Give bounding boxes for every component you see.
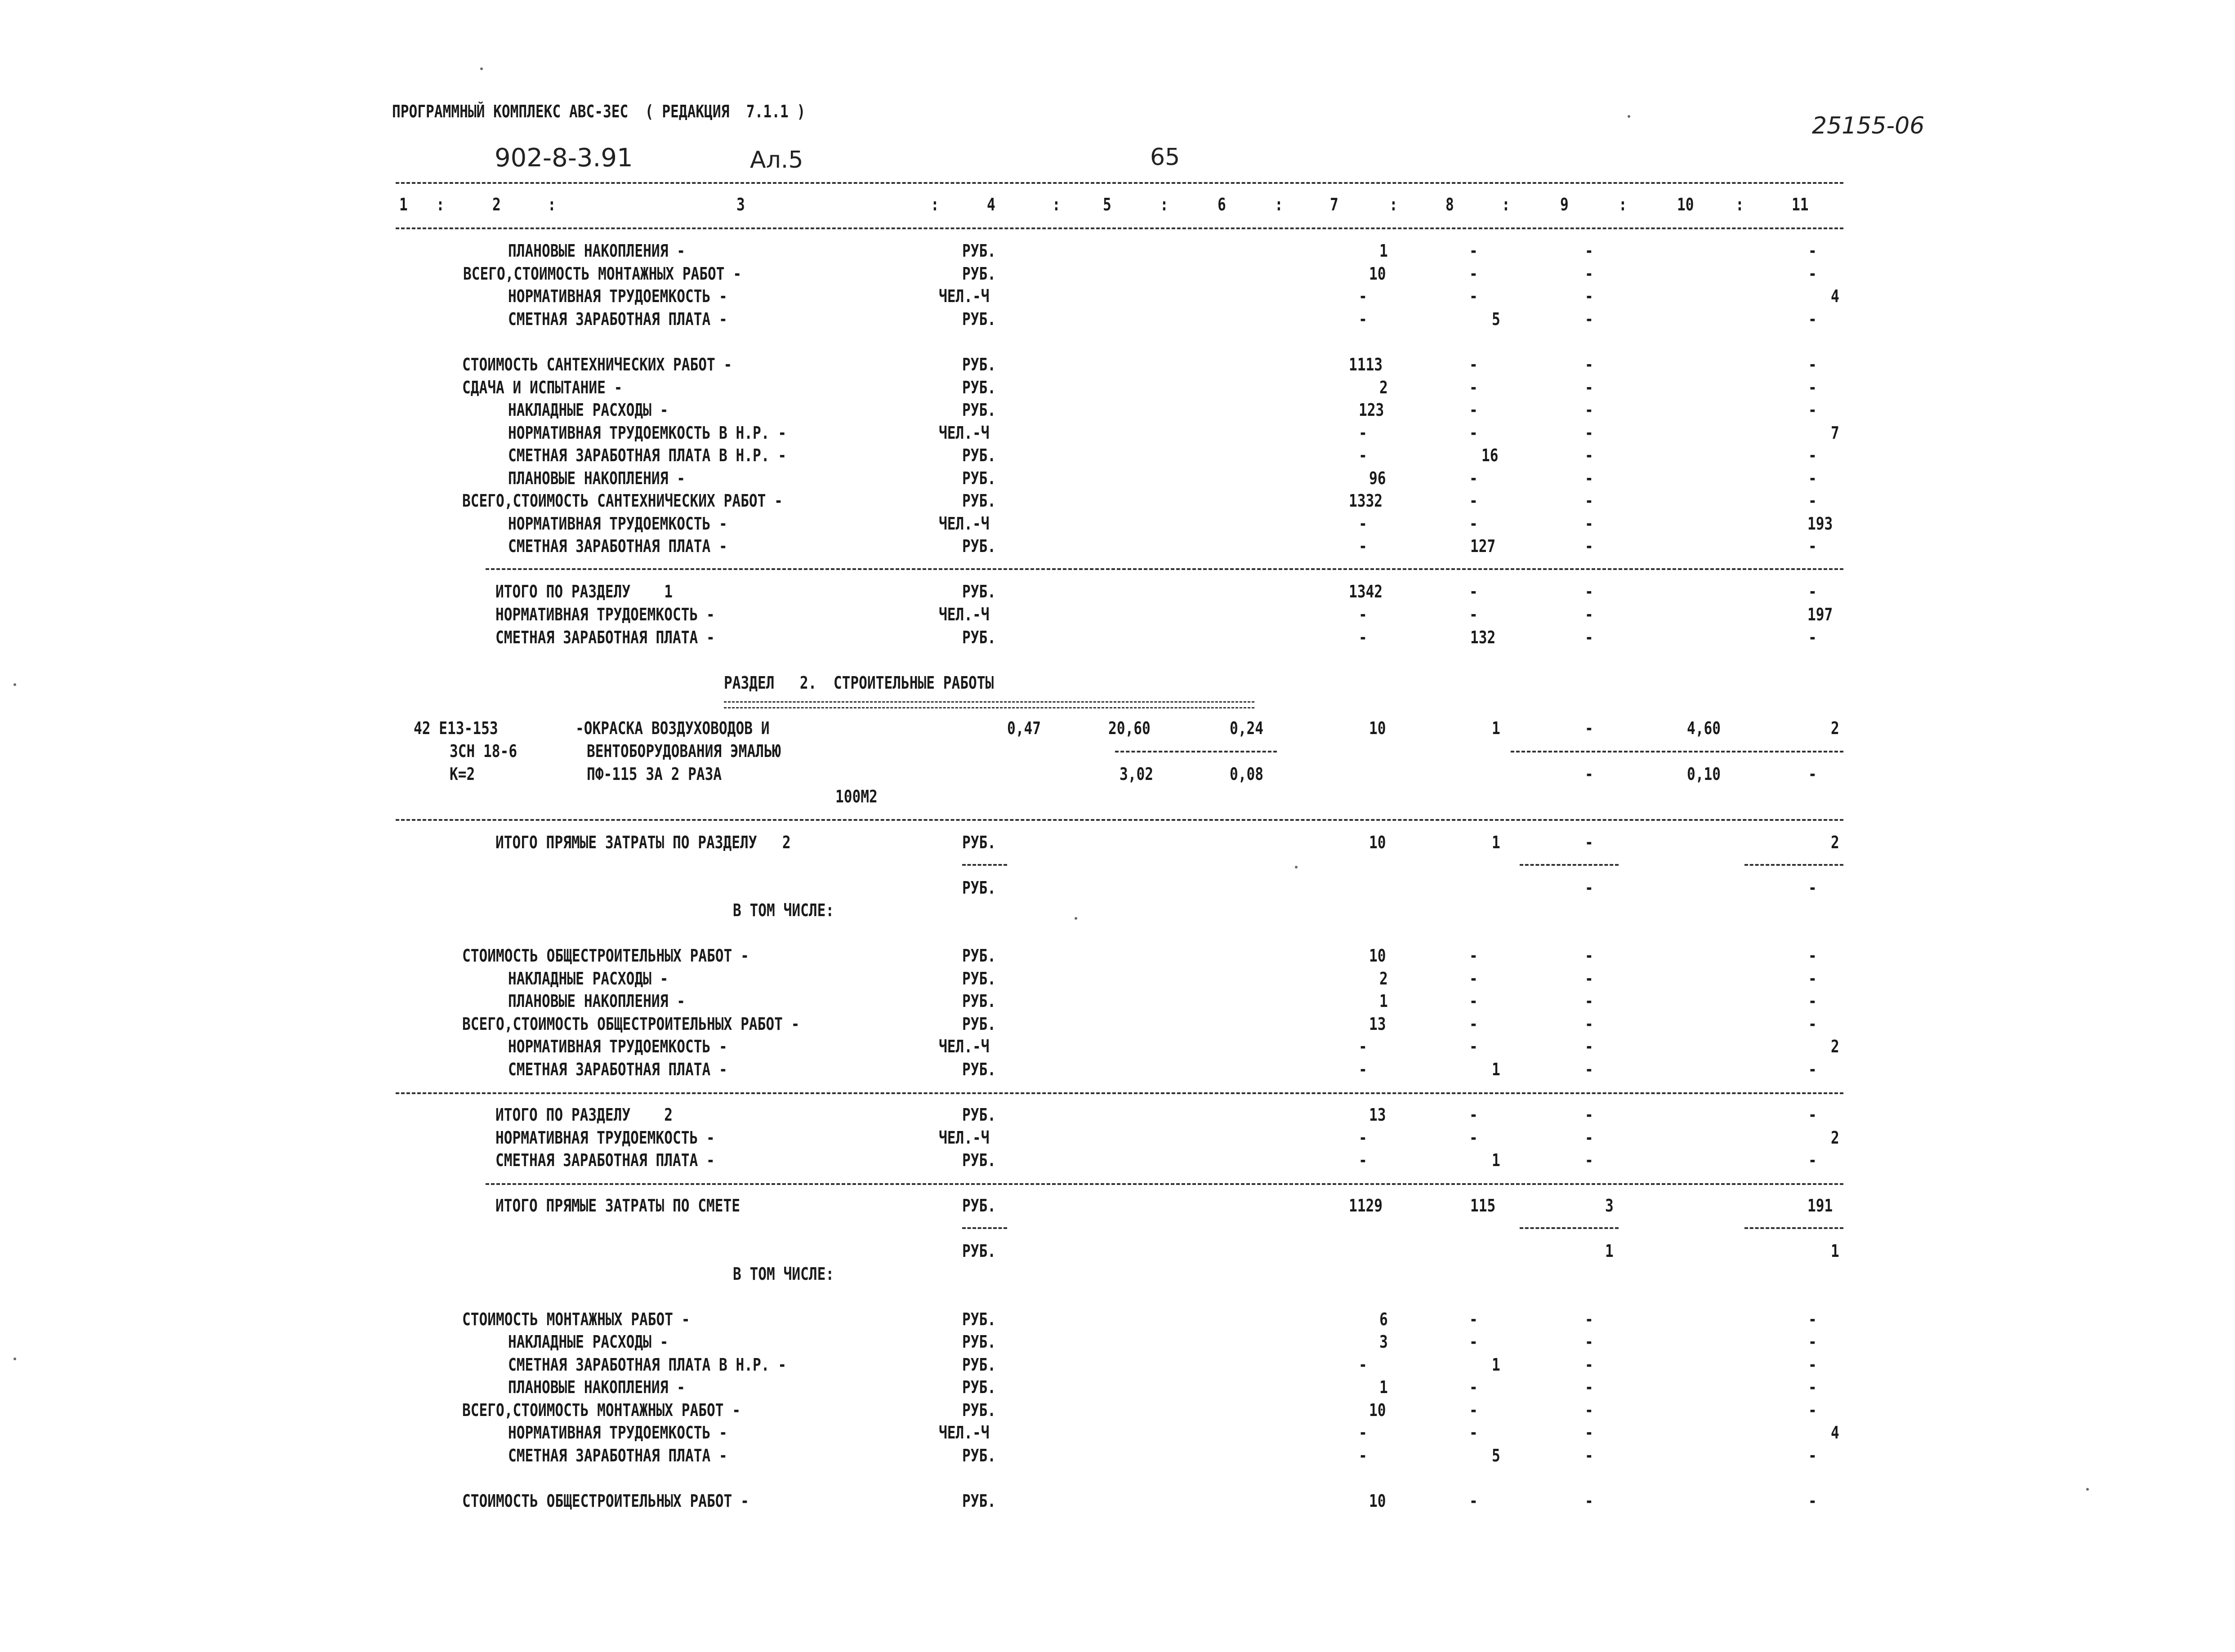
- estimate-line-text: -ОКРАСКА ВОЗДУХОВОДОВ И: [575, 718, 770, 738]
- short-rule: [962, 864, 1007, 866]
- estimate-line-text: -: [1808, 991, 1817, 1011]
- estimate-line-text: 1: [1605, 1241, 1614, 1261]
- estimate-line-text: ЧЕЛ.-Ч: [939, 1128, 990, 1148]
- estimate-line-text: -: [1808, 969, 1817, 989]
- estimate-line-text: СМЕТНАЯ ЗАРАБОТНАЯ ПЛАТА В Н.Р. -: [508, 1355, 787, 1375]
- column-header-cell: 11: [1792, 195, 1809, 214]
- estimate-line-text: СТОИМОСТЬ САНТЕХНИЧЕСКИХ РАБОТ -: [462, 355, 732, 374]
- estimate-line-text: -: [1808, 1309, 1817, 1329]
- column-header-cell: :: [436, 195, 445, 214]
- estimate-line-text: РАЗДЕЛ 2. СТРОИТЕЛЬНЫЕ РАБОТЫ: [724, 673, 994, 693]
- estimate-line-text: 4: [1831, 1423, 1839, 1443]
- estimate-line-text: -: [1808, 241, 1817, 261]
- estimate-line-text: -: [1469, 969, 1478, 989]
- estimate-line-text: ЧЕЛ.-Ч: [939, 514, 990, 534]
- estimate-line-text: 2: [1831, 1037, 1839, 1056]
- column-header-cell: 4: [987, 195, 995, 214]
- estimate-line-text: -: [1585, 1355, 1593, 1375]
- estimate-line-text: -: [1469, 1491, 1478, 1511]
- short-rule: [962, 1227, 1007, 1229]
- estimate-line-text: СДАЧА И ИСПЫТАНИЕ -: [462, 378, 623, 397]
- estimate-line-text: -: [1469, 1105, 1478, 1125]
- estimate-line-text: 96: [1369, 468, 1386, 488]
- estimate-line-text: 1: [1492, 1060, 1500, 1079]
- estimate-line-text: ЧЕЛ.-Ч: [939, 605, 990, 624]
- estimate-line-text: 191: [1807, 1196, 1833, 1216]
- estimate-line-text: -: [1808, 946, 1817, 966]
- estimate-line-text: НАКЛАДНЫЕ РАСХОДЫ -: [508, 969, 669, 989]
- cell-rule: [1115, 751, 1277, 753]
- estimate-line-text: ИТОГО ПО РАЗДЕЛУ 1: [495, 582, 673, 601]
- estimate-line-text: 1: [1831, 1241, 1839, 1261]
- estimate-line-text: -: [1585, 514, 1593, 534]
- estimate-line-text: -: [1469, 605, 1478, 624]
- estimate-line-text: 1129: [1349, 1196, 1383, 1216]
- estimate-line-text: -: [1585, 764, 1593, 784]
- estimate-line-text: 2: [1831, 1128, 1839, 1148]
- section-title-underline: [724, 701, 1254, 708]
- scan-speck: [1075, 917, 1077, 920]
- estimate-line-text: -: [1469, 946, 1478, 966]
- estimate-line-text: РУБ.: [962, 1060, 996, 1079]
- estimate-line-text: 2: [1379, 378, 1388, 397]
- estimate-line-text: В ТОМ ЧИСЛЕ:: [733, 900, 834, 920]
- estimate-line-text: 7: [1831, 423, 1839, 443]
- column-header-cell: :: [1052, 195, 1061, 214]
- estimate-line-text: -: [1808, 1105, 1817, 1125]
- estimate-line-text: РУБ.: [962, 1196, 996, 1216]
- column-header-cell: 5: [1103, 195, 1111, 214]
- scan-speck: [1628, 115, 1630, 118]
- estimate-line-text: -: [1808, 764, 1817, 784]
- estimate-line-text: 193: [1807, 514, 1833, 534]
- estimate-line-text: -: [1808, 468, 1817, 488]
- estimate-line-text: -: [1469, 355, 1478, 374]
- section-rule: [486, 1183, 1843, 1185]
- estimate-line-text: -: [1585, 605, 1593, 624]
- estimate-line-text: -: [1585, 969, 1593, 989]
- estimate-line-text: -: [1585, 491, 1593, 511]
- estimate-line-text: РУБ.: [962, 1355, 996, 1375]
- estimate-line-text: РУБ.: [962, 264, 996, 284]
- scan-speck: [1295, 866, 1298, 868]
- estimate-line-text: -: [1808, 1060, 1817, 1079]
- estimate-line-text: 10: [1369, 1400, 1386, 1420]
- estimate-line-text: ЧЕЛ.-Ч: [939, 286, 990, 306]
- estimate-line-text: -: [1359, 605, 1367, 624]
- estimate-line-text: -: [1585, 1377, 1593, 1397]
- estimate-line-text: 2: [1831, 718, 1839, 738]
- estimate-line-text: СМЕТНАЯ ЗАРАБОТНАЯ ПЛАТА -: [495, 628, 715, 647]
- estimate-line-text: СМЕТНАЯ ЗАРАБОТНАЯ ПЛАТА -: [508, 1446, 727, 1465]
- column-header-cell: 6: [1218, 195, 1226, 214]
- estimate-line-text: -: [1808, 1491, 1817, 1511]
- estimate-line-text: -: [1585, 1150, 1593, 1170]
- estimate-line-text: СТОИМОСТЬ ОБЩЕСТРОИТЕЛЬНЫХ РАБОТ -: [462, 1491, 749, 1511]
- estimate-line-text: НОРМАТИВНАЯ ТРУДОЕМКОСТЬ -: [508, 286, 727, 306]
- estimate-line-text: РУБ.: [962, 1150, 996, 1170]
- estimate-line-text: -: [1585, 400, 1593, 420]
- column-header-cell: 2: [492, 195, 501, 214]
- estimate-line-text: -: [1585, 378, 1593, 397]
- column-header-cell: :: [1502, 195, 1510, 214]
- estimate-line-text: -: [1808, 445, 1817, 465]
- estimate-line-text: 20,60: [1108, 718, 1151, 738]
- estimate-line-text: -: [1808, 491, 1817, 511]
- estimate-line-text: -: [1359, 309, 1367, 329]
- cell-rule: [1511, 751, 1843, 753]
- estimate-line-text: ЧЕЛ.-Ч: [939, 1423, 990, 1443]
- estimate-line-text: РУБ.: [962, 1309, 996, 1329]
- estimate-line-text: 1342: [1349, 582, 1383, 601]
- estimate-line-text: -: [1585, 1060, 1593, 1079]
- estimate-line-text: -: [1808, 1400, 1817, 1420]
- estimate-line-text: 2: [1831, 833, 1839, 852]
- estimate-line-text: -: [1469, 286, 1478, 306]
- estimate-line-text: НОРМАТИВНАЯ ТРУДОЕМКОСТЬ -: [508, 1423, 727, 1443]
- estimate-line-text: ПЛАНОВЫЕ НАКОПЛЕНИЯ -: [508, 1377, 685, 1397]
- estimate-line-text: 1: [1379, 1377, 1388, 1397]
- estimate-line-text: 10: [1369, 1491, 1386, 1511]
- estimate-line-text: 3,02: [1120, 764, 1154, 784]
- estimate-line-text: 4,60: [1687, 718, 1721, 738]
- estimate-line-text: -: [1359, 1128, 1367, 1148]
- estimate-line-text: -: [1585, 1014, 1593, 1034]
- estimate-line-text: 123: [1359, 400, 1384, 420]
- estimate-line-text: 0,47: [1007, 718, 1041, 738]
- estimate-line-text: 1: [1492, 833, 1500, 852]
- estimate-line-text: 1113: [1349, 355, 1383, 374]
- estimate-line-text: -: [1469, 582, 1478, 601]
- estimate-line-text: 6: [1379, 1309, 1388, 1329]
- estimate-line-text: -: [1469, 1309, 1478, 1329]
- estimate-line-text: -: [1469, 1377, 1478, 1397]
- scan-speck: [2086, 1488, 2089, 1491]
- column-header-cell: :: [1619, 195, 1627, 214]
- estimate-line-text: -: [1359, 1423, 1367, 1443]
- estimate-line-text: -: [1585, 309, 1593, 329]
- estimate-line-text: 5: [1492, 309, 1500, 329]
- estimate-line-text: 13: [1369, 1105, 1386, 1125]
- estimate-line-text: -: [1469, 423, 1478, 443]
- estimate-line-text: В ТОМ ЧИСЛЕ:: [733, 1264, 834, 1284]
- estimate-line-text: -: [1585, 1446, 1593, 1465]
- estimate-line-text: РУБ.: [962, 468, 996, 488]
- estimate-line-text: ИТОГО ПРЯМЫЕ ЗАТРАТЫ ПО СМЕТЕ: [495, 1196, 741, 1216]
- estimate-line-text: -: [1808, 355, 1817, 374]
- estimate-line-text: -: [1469, 1128, 1478, 1148]
- estimate-line-text: -: [1469, 400, 1478, 420]
- estimate-line-text: 3СН 18-6: [450, 741, 517, 761]
- estimate-line-text: -: [1469, 1400, 1478, 1420]
- section-rule: [396, 819, 1843, 821]
- estimate-line-text: 0,24: [1230, 718, 1264, 738]
- estimate-line-text: РУБ.: [962, 309, 996, 329]
- estimate-line-text: -: [1585, 878, 1593, 898]
- column-header-cell: 10: [1677, 195, 1694, 214]
- header-rule-bottom: [396, 227, 1843, 229]
- estimate-line-text: -: [1585, 1423, 1593, 1443]
- estimate-line-text: 0,08: [1230, 764, 1264, 784]
- estimate-line-text: РУБ.: [962, 878, 996, 898]
- estimate-line-text: РУБ.: [962, 1332, 996, 1352]
- estimate-line-text: ПЛАНОВЫЕ НАКОПЛЕНИЯ -: [508, 991, 685, 1011]
- estimate-line-text: 197: [1807, 605, 1833, 624]
- estimate-line-text: РУБ.: [962, 445, 996, 465]
- estimate-line-text: -: [1585, 718, 1593, 738]
- column-header-cell: :: [1160, 195, 1169, 214]
- column-header-cell: 3: [736, 195, 745, 214]
- estimate-line-text: РУБ.: [962, 1491, 996, 1511]
- estimate-line-text: -: [1359, 286, 1367, 306]
- estimate-line-text: -: [1359, 445, 1367, 465]
- estimate-line-text: -: [1808, 264, 1817, 284]
- estimate-line-text: НОРМАТИВНАЯ ТРУДОЕМКОСТЬ -: [508, 514, 727, 534]
- estimate-line-text: 100М2: [835, 787, 878, 806]
- estimate-line-text: РУБ.: [962, 241, 996, 261]
- estimate-line-text: -: [1469, 991, 1478, 1011]
- estimate-line-text: 1: [1492, 1150, 1500, 1170]
- estimate-line-text: ВСЕГО,СТОИМОСТЬ САНТЕХНИЧЕСКИХ РАБОТ -: [462, 491, 783, 511]
- estimate-line-text: СМЕТНАЯ ЗАРАБОТНАЯ ПЛАТА В Н.Р. -: [508, 445, 787, 465]
- estimate-line-text: 10: [1369, 946, 1386, 966]
- column-header-cell: 8: [1445, 195, 1454, 214]
- estimate-line-text: -: [1359, 536, 1367, 556]
- estimate-line-text: НАКЛАДНЫЕ РАСХОДЫ -: [508, 1332, 669, 1352]
- estimate-line-text: 3: [1605, 1196, 1614, 1216]
- estimate-line-text: ПФ-115 ЗА 2 РАЗА: [587, 764, 722, 784]
- estimate-line-text: РУБ.: [962, 991, 996, 1011]
- archive-number: 25155-06: [1812, 112, 1925, 139]
- estimate-line-text: -: [1469, 514, 1478, 534]
- estimate-line-text: ИТОГО ПРЯМЫЕ ЗАТРАТЫ ПО РАЗДЕЛУ 2: [495, 833, 791, 852]
- estimate-line-text: -: [1808, 1355, 1817, 1375]
- estimate-line-text: НОРМАТИВНАЯ ТРУДОЕМКОСТЬ -: [508, 1037, 727, 1056]
- estimate-line-text: НАКЛАДНЫЕ РАСХОДЫ -: [508, 400, 669, 420]
- estimate-line-text: -: [1808, 378, 1817, 397]
- estimate-line-text: ЧЕЛ.-Ч: [939, 1037, 990, 1056]
- estimate-line-text: СМЕТНАЯ ЗАРАБОТНАЯ ПЛАТА -: [508, 1060, 727, 1079]
- estimate-line-text: 4: [1831, 286, 1839, 306]
- estimate-line-text: -: [1585, 241, 1593, 261]
- estimate-line-text: РУБ.: [962, 1014, 996, 1034]
- estimate-line-text: РУБ.: [962, 1400, 996, 1420]
- estimate-line-text: -: [1808, 400, 1817, 420]
- estimate-line-text: -: [1359, 1037, 1367, 1056]
- estimate-line-text: 5: [1492, 1446, 1500, 1465]
- scan-speck: [13, 683, 16, 686]
- estimate-line-text: -: [1359, 628, 1367, 647]
- estimate-line-text: -: [1585, 355, 1593, 374]
- estimate-line-text: -: [1585, 1491, 1593, 1511]
- estimate-line-text: -: [1585, 1400, 1593, 1420]
- estimate-line-text: -: [1585, 582, 1593, 601]
- column-header-cell: 1: [399, 195, 408, 214]
- estimate-line-text: ВСЕГО,СТОИМОСТЬ МОНТАЖНЫХ РАБОТ -: [463, 264, 742, 284]
- program-title: ПРОГРАММНЫЙ КОМПЛЕКС АВС-3ЕС ( РЕДАКЦИЯ 7.1.1 ): [392, 102, 806, 121]
- estimate-line-text: -: [1808, 1150, 1817, 1170]
- estimate-line-text: -: [1808, 628, 1817, 647]
- estimate-line-text: НОРМАТИВНАЯ ТРУДОЕМКОСТЬ -: [495, 605, 715, 624]
- estimate-line-text: -: [1469, 378, 1478, 397]
- short-rule: [1520, 864, 1619, 866]
- estimate-line-text: 10: [1369, 264, 1386, 284]
- estimate-line-text: НОРМАТИВНАЯ ТРУДОЕМКОСТЬ В Н.Р. -: [508, 423, 787, 443]
- estimate-line-text: РУБ.: [962, 378, 996, 397]
- estimate-line-text: -: [1469, 241, 1478, 261]
- column-header-cell: :: [548, 195, 556, 214]
- estimate-line-text: РУБ.: [962, 969, 996, 989]
- estimate-line-text: РУБ.: [962, 400, 996, 420]
- estimate-line-text: -: [1808, 1014, 1817, 1034]
- estimate-line-text: -: [1469, 264, 1478, 284]
- estimate-line-text: РУБ.: [962, 1241, 996, 1261]
- column-header-cell: 7: [1330, 195, 1338, 214]
- estimate-line-text: РУБ.: [962, 355, 996, 374]
- estimate-line-text: -: [1585, 264, 1593, 284]
- estimate-line-text: -: [1585, 628, 1593, 647]
- estimate-line-text: 1332: [1349, 491, 1383, 511]
- estimate-line-text: -: [1808, 536, 1817, 556]
- column-header-cell: :: [931, 195, 939, 214]
- section-rule: [396, 1092, 1843, 1094]
- estimate-line-text: -: [1808, 309, 1817, 329]
- estimate-line-text: 3: [1379, 1332, 1388, 1352]
- estimate-line-text: 10: [1369, 833, 1386, 852]
- column-header-cell: :: [1735, 195, 1744, 214]
- estimate-line-text: РУБ.: [962, 628, 996, 647]
- estimate-line-text: К=2: [450, 764, 475, 784]
- estimate-line-text: -: [1359, 423, 1367, 443]
- scan-speck: [13, 1358, 16, 1360]
- estimate-line-text: -: [1359, 1446, 1367, 1465]
- estimate-line-text: 10: [1369, 718, 1386, 738]
- estimate-line-text: -: [1359, 514, 1367, 534]
- estimate-line-text: РУБ.: [962, 1105, 996, 1125]
- estimate-line-text: -: [1585, 423, 1593, 443]
- estimate-line-text: НОРМАТИВНАЯ ТРУДОЕМКОСТЬ -: [495, 1128, 715, 1148]
- estimate-line-text: ВСЕГО,СТОИМОСТЬ МОНТАЖНЫХ РАБОТ -: [462, 1400, 741, 1420]
- estimate-line-text: 115: [1470, 1196, 1496, 1216]
- estimate-line-text: 132: [1470, 628, 1496, 647]
- estimate-line-text: -: [1469, 468, 1478, 488]
- estimate-line-text: -: [1808, 878, 1817, 898]
- estimate-line-text: -: [1469, 491, 1478, 511]
- section-rule: [486, 568, 1843, 570]
- estimate-line-text: -: [1585, 468, 1593, 488]
- short-rule: [1744, 1227, 1843, 1229]
- estimate-line-text: -: [1469, 1014, 1478, 1034]
- estimate-line-text: 1: [1492, 1355, 1500, 1375]
- estimate-line-text: 127: [1470, 536, 1496, 556]
- estimate-line-text: РУБ.: [962, 833, 996, 852]
- estimate-line-text: СМЕТНАЯ ЗАРАБОТНАЯ ПЛАТА -: [495, 1150, 715, 1170]
- estimate-line-text: -: [1585, 991, 1593, 1011]
- estimate-line-text: СТОИМОСТЬ ОБЩЕСТРОИТЕЛЬНЫХ РАБОТ -: [462, 946, 749, 966]
- estimate-line-text: РУБ.: [962, 1377, 996, 1397]
- estimate-line-text: ПЛАНОВЫЕ НАКОПЛЕНИЯ -: [508, 468, 685, 488]
- short-rule: [1744, 864, 1843, 866]
- estimate-line-text: 2: [1379, 969, 1388, 989]
- estimate-line-text: 42 Е13-153: [414, 718, 498, 738]
- estimate-line-text: ВЕНТОБОРУДОВАНИЯ ЭМАЛЬЮ: [587, 741, 781, 761]
- scan-speck: [480, 67, 483, 70]
- estimate-line-text: -: [1585, 1037, 1593, 1056]
- page-number: 65: [1150, 144, 1180, 171]
- estimate-line-text: РУБ.: [962, 491, 996, 511]
- estimate-line-text: -: [1585, 445, 1593, 465]
- project-code: 902-8-3.91: [495, 143, 633, 173]
- estimate-line-text: РУБ.: [962, 946, 996, 966]
- estimate-line-text: РУБ.: [962, 1446, 996, 1465]
- sheet-label: Ал.5: [750, 147, 803, 174]
- estimate-line-text: ЧЕЛ.-Ч: [939, 423, 990, 443]
- estimate-line-text: ПЛАНОВЫЕ НАКОПЛЕНИЯ -: [508, 241, 685, 261]
- estimate-line-text: 1: [1379, 991, 1388, 1011]
- estimate-line-text: -: [1585, 946, 1593, 966]
- estimate-line-text: -: [1808, 1332, 1817, 1352]
- estimate-line-text: -: [1469, 1332, 1478, 1352]
- estimate-line-text: -: [1585, 833, 1593, 852]
- estimate-line-text: РУБ.: [962, 582, 996, 601]
- estimate-line-text: -: [1469, 1037, 1478, 1056]
- estimate-line-text: -: [1585, 536, 1593, 556]
- estimate-line-text: -: [1585, 286, 1593, 306]
- estimate-line-text: -: [1585, 1128, 1593, 1148]
- estimate-line-text: СТОИМОСТЬ МОНТАЖНЫХ РАБОТ -: [462, 1309, 690, 1329]
- estimate-line-text: 13: [1369, 1014, 1386, 1034]
- estimate-line-text: -: [1808, 1377, 1817, 1397]
- estimate-line-text: ВСЕГО,СТОИМОСТЬ ОБЩЕСТРОИТЕЛЬНЫХ РАБОТ -: [462, 1014, 800, 1034]
- estimate-line-text: -: [1359, 1150, 1367, 1170]
- column-header-cell: :: [1275, 195, 1283, 214]
- header-rule-top: [396, 182, 1843, 184]
- column-header-cell: 9: [1560, 195, 1569, 214]
- estimate-line-text: -: [1808, 582, 1817, 601]
- estimate-line-text: 1: [1492, 718, 1500, 738]
- estimate-line-text: -: [1585, 1309, 1593, 1329]
- estimate-line-text: -: [1359, 1355, 1367, 1375]
- estimate-line-text: -: [1585, 1105, 1593, 1125]
- estimate-line-text: СМЕТНАЯ ЗАРАБОТНАЯ ПЛАТА -: [508, 536, 727, 556]
- estimate-line-text: -: [1585, 1332, 1593, 1352]
- estimate-line-text: СМЕТНАЯ ЗАРАБОТНАЯ ПЛАТА -: [508, 309, 727, 329]
- estimate-line-text: ИТОГО ПО РАЗДЕЛУ 2: [495, 1105, 673, 1125]
- short-rule: [1520, 1227, 1619, 1229]
- estimate-line-text: -: [1469, 1423, 1478, 1443]
- estimate-line-text: РУБ.: [962, 536, 996, 556]
- estimate-line-text: 0,10: [1687, 764, 1721, 784]
- estimate-line-text: -: [1359, 1060, 1367, 1079]
- estimate-line-text: -: [1808, 1446, 1817, 1465]
- column-header-cell: :: [1389, 195, 1398, 214]
- estimate-line-text: 1: [1379, 241, 1388, 261]
- estimate-line-text: 16: [1481, 445, 1499, 465]
